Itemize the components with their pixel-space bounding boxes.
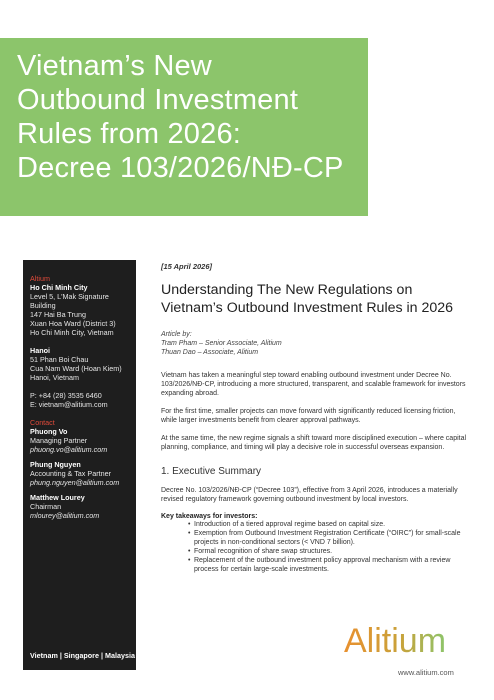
section-heading: 1. Executive Summary [161,466,262,477]
hero-title-line-2: Outbound Investment [17,84,299,116]
office-city-hanoi: Hanoi [30,346,50,355]
alitium-logo [342,620,472,660]
contact-heading: Contact [30,418,55,427]
contact-role: Accounting & Tax Partner [30,469,111,478]
office-address-line: 51 Phan Boi Chau [30,355,89,364]
office-city-hcmc: Ho Chi Minh City [30,283,88,292]
office-address-line: 147 Hai Ba Trung [30,310,86,319]
hero-title-line-1: Vietnam’s New [17,50,212,82]
article-headline: Understanding The New Regulations on Vietnam’s Outbound Investment Rules in 2026 [161,282,454,316]
takeaway-item: • Introduction of a tiered approval regime based on capital size. [189,520,469,529]
logo-wordmark: Alitium [344,622,447,660]
takeaway-item: • Replacement of the outbound investment policy approval mechanism with a review process for certain large-scale investments. [189,556,469,574]
contact-role: Managing Partner [30,436,88,445]
intro-paragraph: For the first time, smaller projects can move forward with significantly reduced licensing friction, while larger investments benefit from clearer approval pathways. [161,408,456,424]
contact-sidebar [23,260,136,670]
takeaways-heading: Key takeaways for investors: [161,513,258,520]
hero-subtitle: Decree 103/2026/NĐ-CP [17,152,344,184]
takeaways-list [161,520,469,574]
author-line: Thuan Dao – Associate, Alitium [161,349,259,356]
contact-email[interactable]: phung.nguyen@alitium.com [30,478,120,487]
intro-paragraph: Vietnam has taken a meaningful step toward enabling outbound investment under Decree No. 103/2026/NĐ-CP, introducing a more structured, transparent, and scalable framework for investors expanding abroad. [161,372,466,397]
office-address-line: Xuan Hoa Ward (District 3) [30,319,116,328]
office-email[interactable]: E: vietnam@alitium.com [30,400,108,409]
office-heading: Altium [30,274,50,283]
intro-paragraph: At the same time, the new regime signals a shift toward more disciplined execution – where capital planning, compliance, and timing will play a decisive role in successful overseas expansion. [161,435,467,451]
website-link[interactable]: www.alitium.com [398,668,454,677]
author-line: Tram Pham – Senior Associate, Alitium [161,340,282,347]
takeaway-item: • Exemption from Outbound Investment Registration Certificate (“OIRC”) for small-scale projects in non-conditional sectors (< VND 7 billion). [189,529,469,547]
office-phone: P: +84 (28) 3535 6460 [30,391,102,400]
article-date: [15 April 2026] [161,262,212,271]
takeaway-item: • Formal recognition of share swap structures. [189,547,469,556]
contact-name: Phuong Vo [30,427,68,436]
contact-name: Matthew Lourey [30,493,85,502]
section-paragraph: Decree No. 103/2026/NĐ-CP (“Decree 103”), effective from 3 April 2026, introduces a materially revised regulatory framework governing outbound investment by local investors. [161,487,458,503]
office-address-line: Cua Nam Ward (Hoan Kiem) [30,364,122,373]
sidebar-footer: Vietnam | Singapore | Malaysia [30,651,135,660]
contact-name: Phung Nguyen [30,460,81,469]
hero-title-line-3: Rules from 2026: [17,118,242,150]
contact-role: Chairman [30,502,62,511]
hero-banner [0,38,368,216]
article-body [161,262,469,574]
office-address-line: Level 5, L'Mak Signature Building [30,292,109,310]
byline-label: Article by: [161,331,192,338]
article-byline [161,330,469,357]
contact-email[interactable]: mlourey@alitium.com [30,511,100,520]
contact-email[interactable]: phuong.vo@alitium.com [30,445,108,454]
office-address-line: Hanoi, Vietnam [30,373,80,382]
office-address-line: Ho Chi Minh City, Vietnam [30,328,114,337]
